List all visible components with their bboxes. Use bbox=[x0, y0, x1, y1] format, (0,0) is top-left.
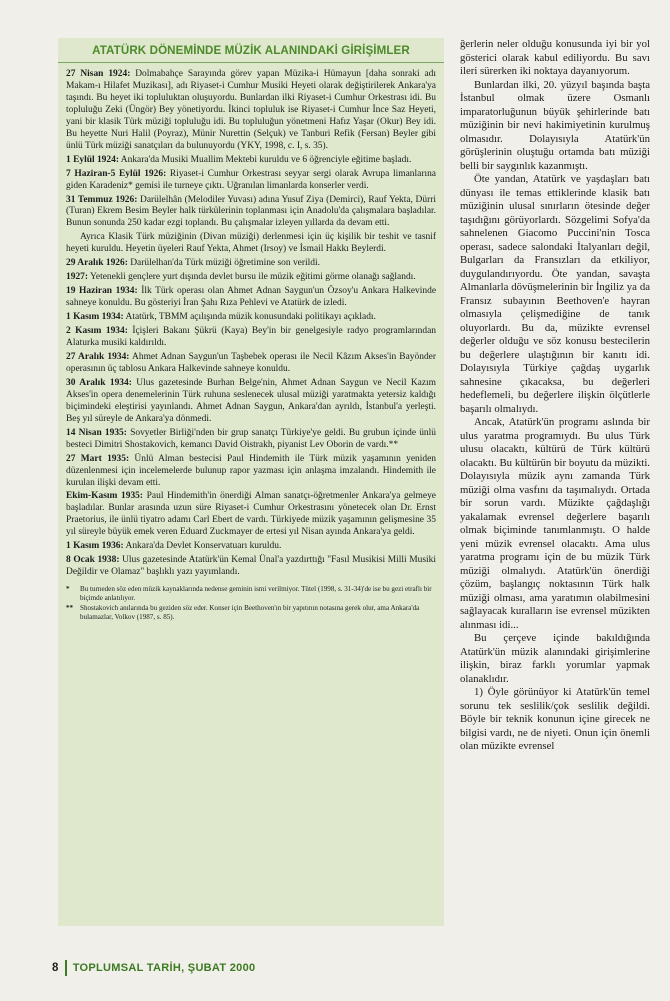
entry-date: 31 Temmuz 1926: bbox=[66, 194, 138, 205]
article-paragraph: Bunlardan ilki, 20. yüzyıl başında başta İstanbul olmak üzere Osmanlı imparatorluğunun büyük şehirlerinde batı müziğinin bir nevi hakimiyetinin kurulmuş olmasıdır. Dolayısıyla Atatürk'ün görüşlerinin oluştuğu ortamda batı müziği belli bir saygınlık kazanmıştı. bbox=[460, 78, 650, 172]
chronology-sidebar bbox=[58, 38, 444, 926]
entry-text: Ahmet Adnan Saygun'un Taşbebek operası ile Necil Kâzım Akses'in Bayönder operasının üç tablosu Ankara Halkevinde sahneye konuldu. bbox=[66, 351, 436, 374]
entry-date: 27 Aralık 1934: bbox=[66, 351, 130, 362]
entry-text: Darülelhân (Melodiler Yuvası) adına Yusuf Ziya (Demirci), Rauf Yekta, Dürri (Turan) Ekrem Besim Beyler halk türkülerinin toplanması için Anadolu'da çalışmalara başladılar. Bunun sonunda 250 kadar ezgi toplandı. Bu çalışmalar izleyen yıllarda da devam etti. bbox=[66, 194, 437, 229]
sidebar-title: ATATÜRK DÖNEMİNDE MÜZİK ALANINDAKİ GİRİŞİMLER bbox=[58, 42, 444, 63]
chronology-entries bbox=[66, 69, 436, 579]
entry-text: Ulus gazetesinde Burhan Belge'nin, Ahmet Adnan Saygun ve Necil Kazım Akses'in opera denemelerinin Türk ruhuna seslenecek ulusal müziği yaratmakta yetersiz kaldığı biçimindeki eleştirisi yayınlandı. Ahmet Adnan Saygun, Ankara'dan ayrıldı, İstanbul'a yerleşti. Beş yıl süreyle de Ankara'ya dönmedi. bbox=[66, 377, 436, 424]
entry-text: Ankara'da Devlet Konservatuarı kuruldu. bbox=[123, 541, 282, 552]
footnotes bbox=[66, 585, 436, 622]
article-paragraph: ğerlerin neler olduğu konusunda iyi bir yol gösterici olarak kabul ediliyordu. Bu savı ileri sürerken iki noktaya dayanıyorum. bbox=[460, 38, 650, 77]
entry-date: 1 Eylül 1924: bbox=[66, 154, 119, 165]
page-footer bbox=[52, 960, 255, 976]
entry-text: Ayrıca Klasik Türk müziğinin (Divan müziği) derlenmesi için üç kişilik bir teshit ve tasnif heyeti kuruldu. Heyetin üyeleri Rauf Yekta, Ahmet (Irsoy) ve İsmail Hakkı Beylerdi. bbox=[66, 232, 436, 255]
article-column bbox=[460, 38, 650, 938]
chronology-entry bbox=[66, 454, 436, 490]
footer-divider bbox=[65, 960, 67, 976]
entry-date: 27 Nisan 1924: bbox=[66, 69, 131, 79]
chronology-entry bbox=[66, 69, 436, 153]
magazine-name: TOPLUMSAL TARİH, ŞUBAT 2000 bbox=[72, 962, 256, 974]
chronology-entry bbox=[66, 155, 436, 167]
chronology-entry bbox=[66, 378, 436, 426]
entry-date: 1 Kasım 1934: bbox=[66, 312, 124, 323]
footnote bbox=[66, 585, 436, 603]
article-paragraph: Ancak, Atatürk'ün programı aslında bir ulus yaratma programıydı. Bu ulus Türk ulusu olacaktı, kültürü de Türk kültürü olacaktı. Bu kültürün bir boyutu da müzikti. Dolayısıyla müzik aynı zamanda Türk müziği olma vasfını da taşımalıydı. Ortada bir sorun vardı. Müzikte çağdaşlığı yakalamak evrensel değerlere başarılı olmak biçiminde tanımlanmıştı. O halde yeni müzik evrensel olacaktı. Ama ulus yaratma programı için de bu müzik Türk müziği olmalıydı. Atatürk'ün önerdiği çözüm, başlangıç noktasının Türk halk müziği olması, ama yaratımın olabilmesini sağlayacak kuralların ise evrensel müzikten alınması idi... bbox=[460, 416, 650, 631]
entry-date: 7 Haziran-5 Eylül 1926: bbox=[66, 168, 167, 179]
chronology-entry bbox=[66, 272, 436, 284]
entry-text: Dolmabahçe Sarayında görev yapan Müzika-i Hümayun [daha sonraki adı Makam-ı Hilafet Muzikası], adı Riyaset-i Cumhur Musiki Heyeti olarak değiştirilerek Ankara'ya taşındı. Bu heyet iki topluluktan oluşuyordu. Bunlardan ilki Riyaset-i Cumhur Orkestrası idi. Bu topluluğu Zeki (Üngör) Bey yönetiyordu. İkinci topluluk ise Riyaset-i Cumhur İnce Saz Heyeti, yani bir klasik Türk müziği topluluğu idi. Bu topluluğun yönetmeni Hafız Yaşar (Okur) Bey idi. Bu heyette Nuri Halil (Poyraz), Münir Nurettin (Selçuk) ve Tanburi Refik (Fersan) Beyler gibi ünlü Türk müziği sanatçıları da bulunuyordu (YKY, 1998, c. I, s. 35). bbox=[66, 69, 436, 151]
entry-date: 30 Aralık 1934: bbox=[66, 377, 132, 388]
footnote-text: Shostakovich anılarında bu geziden söz eder. Konser için Beethoven'ın bir yapıtının notasına gerek olur, ama Ankara'da bulamazlar, Volkov (1987, s. 85). bbox=[80, 603, 420, 621]
footnote-mark: * bbox=[66, 585, 70, 594]
footnote-mark: ** bbox=[66, 603, 74, 612]
entry-text: Riyaset-i Cumhur Orkestrası seyyar sergi olarak Avrupa limanlarına giden Karadeniz* gemisi ile turneye çıktı. Uğranılan limanlarda konserler verdi. bbox=[66, 168, 436, 191]
article-paragraph: Bu çerçeve içinde bakıldığında Atatürk'ün müzik alanındaki girişimlerine ilişkin, biraz farklı yorumlar yapmak olanaklıdır. bbox=[460, 632, 650, 685]
entry-date: 8 Ocak 1938: bbox=[66, 555, 120, 566]
entry-text: Ankara'da Musiki Muallim Mektebi kuruldu ve 6 öğrenciyle eğitime başladı. bbox=[118, 154, 412, 165]
chronology-entry bbox=[66, 428, 436, 452]
chronology-entry bbox=[66, 541, 436, 553]
entry-date: 29 Aralık 1926: bbox=[66, 258, 128, 269]
page-number: 8 bbox=[52, 962, 59, 974]
entry-text: Ulus gazetesinde Atatürk'ün Kemal Ünal'a yazdırttığı "Fasıl Musikisi Milli Musiki Değildir ve Olamaz" başlıklı yazı yayımlandı. bbox=[66, 555, 437, 578]
entry-date: 1 Kasım 1936: bbox=[66, 541, 124, 552]
entry-text: Ünlü Alman bestecisi Paul Hindemith ile Türk müzik yaşamının yeniden düzenlenmesi için incelemelerde bulunup rapor yazması için anlaşma imzalandı. Hindemith ile kurulan ilişki devam etti. bbox=[66, 453, 436, 488]
entry-date: 14 Nisan 1935: bbox=[66, 427, 127, 438]
entry-text: İlk Türk operası olan Ahmet Adnan Saygun'un Özsoy'u Ankara Halkevinde sahneye konuldu. Bu gösteriyi İran Şahı Rıza Pehlevi ve Atatürk de izledi. bbox=[66, 286, 437, 309]
entry-date: 1927: bbox=[66, 272, 89, 283]
article-paragraph: Öte yandan, Atatürk ve yaşdaşları batı dünyası ile temas ettiklerinde klasik batı müziğinin ulusal sınırların ötesinde değer taşıdığını görüyorlardı. Sözgelimi Sofya'da sahnelenen Giacomo Puccini'nin Tosca operası, sadece salondaki İtalyanları değil, Bulgarları da Fransızları da etkiliyor, duygulandırıyordu. Öte yandan, savaşta Almanlarla dövüşmelerinin bir İngiliz ya da Fransız subayının Beethoven'e hayran olmasıyla çelişmediğine de tanık oluyorlardı. Bu da, müzikte evrensel değerler olduğu ve söz konusu bestecilerin bu değerlere ulaştığının bir kanıtı idi. Dolayısıyla Türkiye çağdaş uygarlık sahnesine çıkacaksa, bu değerleri hedeflemeli, bu değerlere ilişkin ölçütlerle başarılı olmalıydı. bbox=[460, 173, 650, 415]
entry-date: 27 Mart 1935: bbox=[66, 453, 130, 464]
entry-date: Ekim-Kasım 1935: bbox=[66, 491, 144, 502]
chronology-entry bbox=[66, 312, 436, 324]
entry-text: Darülelhan'da Türk müziği öğretimine son verildi. bbox=[127, 258, 320, 269]
entry-text: Yetenekli gençlere yurt dışında devlet bursu ile müzik eğitimi görme olanağı sağlandı. bbox=[88, 272, 416, 283]
footnote-text: Bu turneden söz eden müzik kaynaklarında nedense geminin ismi verilmiyor. Tütel (1998, s. 31-34)'de ise bu gezi etraflı bir biçimde anlatılıyor. bbox=[80, 585, 432, 603]
chronology-entry bbox=[66, 286, 436, 310]
chronology-entry bbox=[66, 258, 436, 270]
chronology-entry bbox=[66, 352, 436, 376]
chronology-entry bbox=[66, 491, 436, 539]
chronology-entry bbox=[66, 232, 436, 256]
footnote bbox=[66, 604, 436, 622]
chronology-entry bbox=[66, 555, 436, 579]
entry-date: 19 Haziran 1934: bbox=[66, 286, 138, 297]
chronology-entry bbox=[66, 195, 436, 231]
chronology-entry bbox=[66, 326, 436, 350]
entry-text: Paul Hindemith'in önerdiği Alman sanatçı-öğretmenler Ankara'ya gelmeye başladılar. Bunlar arasında uzun süre Riyaset-i Cumhur Orkestrasını yönetecek olan Dr. Ernst Praetorius, ile ünlü tiyatro adamı Carl Ebert de vardı. Türkiyede müzik yaşamının gelişmesine 35 yıl süreyle büyük emek veren Eduard Zuckmayer de ertesi yıl Nisan ayında Ankara'ya geldi. bbox=[66, 491, 436, 538]
article-paragraph: 1) Öyle görünüyor ki Atatürk'ün temel sorunu tek seslilik/çok seslilik değildi. Böyle bir teknik konunun içine girecek ne bilgisi vardı, ne de niyeti. Onun için önemli olan müzikte evrensel bbox=[460, 686, 650, 752]
chronology-entry bbox=[66, 169, 436, 193]
entry-date: 2 Kasım 1934: bbox=[66, 326, 128, 337]
entry-text: İçişleri Bakanı Şükrü (Kaya) Bey'in bir genelgesiyle radyo programlarından Alaturka musiki kaldırıldı. bbox=[66, 326, 437, 349]
entry-text: Atatürk, TBMM açılışında müzik konusundaki politikayı açıkladı. bbox=[123, 312, 376, 323]
entry-text: Sovyetler Birliği'nden bir grup sanatçı Türkiye'ye geldi. Bu grubun içinde ünlü besteci Dimitri Shostakovich, kemancı David Oistrakh, piyanist Lev Oborin de vardı.** bbox=[66, 427, 436, 450]
